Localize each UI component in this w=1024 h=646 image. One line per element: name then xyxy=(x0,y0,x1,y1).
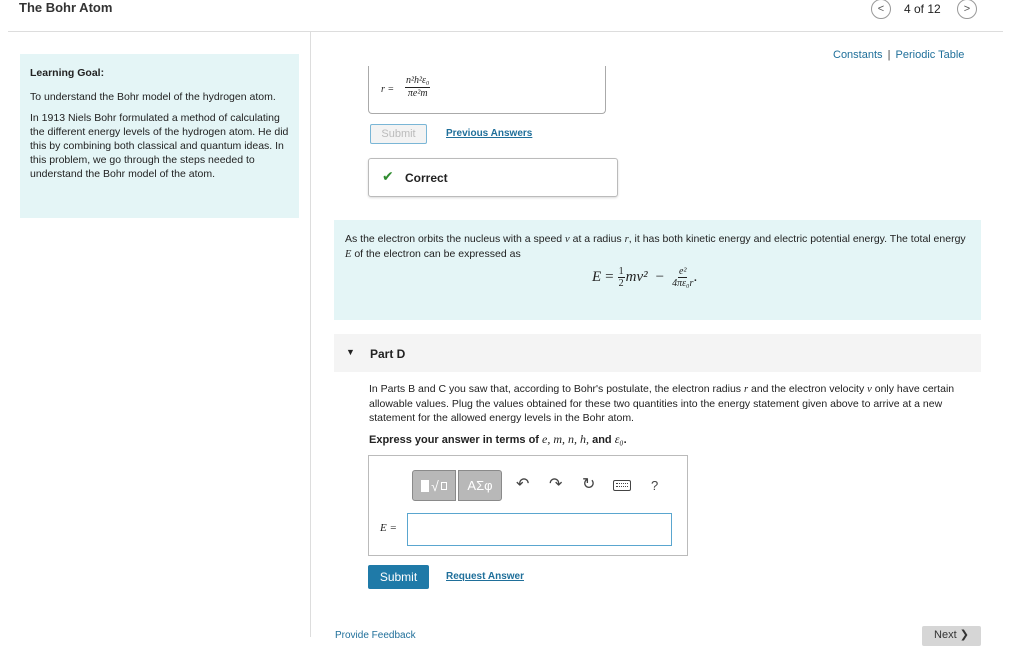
collapse-caret-icon[interactable]: ▼ xyxy=(346,347,355,357)
eq-minus: − xyxy=(655,269,665,285)
previous-answers-link[interactable]: Previous Answers xyxy=(446,128,533,139)
info-var-e: E xyxy=(345,249,352,260)
header-divider xyxy=(8,31,1003,32)
learning-goal-heading: Learning Goal: xyxy=(30,67,105,79)
previous-item-button[interactable] xyxy=(871,0,891,19)
reference-links xyxy=(833,49,964,61)
info-text-segment: , it has both kinetic energy and electric potential energy. The total energy xyxy=(628,233,966,245)
reset-icon[interactable]: ↻ xyxy=(582,476,596,493)
undo-icon[interactable]: ↶ xyxy=(516,476,530,493)
instructions-end: . xyxy=(623,434,627,446)
periodic-table-link[interactable]: Periodic Table xyxy=(895,49,965,61)
submit-button-disabled: Submit xyxy=(370,124,427,144)
eq-half-numerator: 1 xyxy=(618,266,624,277)
eq-potential-numerator: e² xyxy=(679,266,687,277)
learning-goal-paragraph: To understand the Bohr model of the hydrogen atom. xyxy=(30,91,276,103)
eq-lhs: E xyxy=(592,269,602,285)
next-item-button[interactable] xyxy=(957,0,977,19)
redo-icon[interactable]: ↷ xyxy=(549,476,563,493)
part-var-r: r xyxy=(743,384,749,395)
info-var-v: v xyxy=(565,234,570,245)
learning-goal-paragraph: In 1913 Niels Bohr formulated a method of calculating the different energy levels of the hydrogen atom. He did this by combining both classical and quantum ideas. In this problem, we go through the steps needed to understand the Bohr model of the atom. xyxy=(30,112,289,180)
square-root-icon: √ xyxy=(431,477,439,494)
answer-fraction xyxy=(405,75,430,100)
previous-answer-display xyxy=(368,66,606,114)
next-button[interactable]: Next ❯ xyxy=(922,626,981,646)
energy-info-panel xyxy=(334,220,981,320)
box-template-icon xyxy=(441,482,447,490)
answer-numerator: n²h²ε₀ xyxy=(406,75,430,86)
result-label: Correct xyxy=(405,171,448,185)
energy-info-text xyxy=(345,232,970,262)
learning-goal-panel xyxy=(20,54,299,218)
instructions-last-var: ε₀ xyxy=(614,432,624,446)
eq-half-denominator: 2 xyxy=(618,278,624,289)
link-separator: | xyxy=(887,49,891,61)
part-description xyxy=(369,382,979,425)
instructions-prefix: Express your answer in terms of xyxy=(369,434,543,446)
chevron-right-icon: > xyxy=(963,3,971,15)
help-icon[interactable]: ? xyxy=(651,478,659,493)
eq-potential-denominator: 4πε₀r xyxy=(672,278,694,289)
answer-label: E = xyxy=(380,522,397,534)
part-d-header[interactable] xyxy=(334,334,981,372)
instructions-vars: e, m, n, h, xyxy=(542,432,590,446)
column-divider xyxy=(310,32,311,637)
part-text-segment: and the electron velocity xyxy=(748,383,868,395)
keyboard-icon[interactable] xyxy=(613,480,631,491)
constants-link[interactable]: Constants xyxy=(833,49,883,61)
submit-button[interactable]: Submit xyxy=(368,565,429,589)
energy-equation xyxy=(592,266,697,289)
chevron-left-icon: < xyxy=(877,3,885,15)
eq-potential xyxy=(672,266,693,289)
request-answer-link[interactable]: Request Answer xyxy=(446,571,524,582)
eq-equals: = xyxy=(605,269,614,285)
info-text-segment: As the electron orbits the nucleus with a speed xyxy=(345,233,566,245)
part-text-segment: In Parts B and C you saw that, according to Bohr's postulate, the electron radius xyxy=(369,383,744,395)
info-var-r: r xyxy=(624,234,629,245)
answer-instructions xyxy=(369,432,627,447)
answer-lhs: r = xyxy=(381,84,395,95)
greek-symbols-button[interactable]: ΑΣφ xyxy=(458,470,502,501)
templates-button[interactable] xyxy=(412,470,456,501)
eq-half xyxy=(618,266,625,289)
part-var-v: v xyxy=(867,384,872,395)
check-icon: ✔ xyxy=(382,168,394,184)
fraction-template-icon xyxy=(421,480,429,492)
info-text-segment: of the electron can be expressed as xyxy=(351,248,521,260)
app-title: The Bohr Atom xyxy=(19,0,113,15)
eq-period: . xyxy=(693,269,698,285)
eq-kinetic: mv² xyxy=(625,269,648,285)
answer-editor xyxy=(368,455,688,556)
answer-denominator: πe²m xyxy=(407,88,428,99)
instructions-and: and xyxy=(589,434,615,446)
page-counter: 4 of 12 xyxy=(904,2,941,16)
part-text-segment: only have certain allowable values. Plug the values obtained for these two quantities into the energy statement given above to arrive at a new statement for the allowed energy levels in the Bohr atom. xyxy=(369,383,955,424)
result-feedback xyxy=(368,158,618,197)
provide-feedback-link[interactable]: Provide Feedback xyxy=(335,630,416,641)
info-text-segment: at a radius xyxy=(569,233,625,245)
part-title: Part D xyxy=(370,347,406,361)
answer-input[interactable] xyxy=(407,513,672,546)
